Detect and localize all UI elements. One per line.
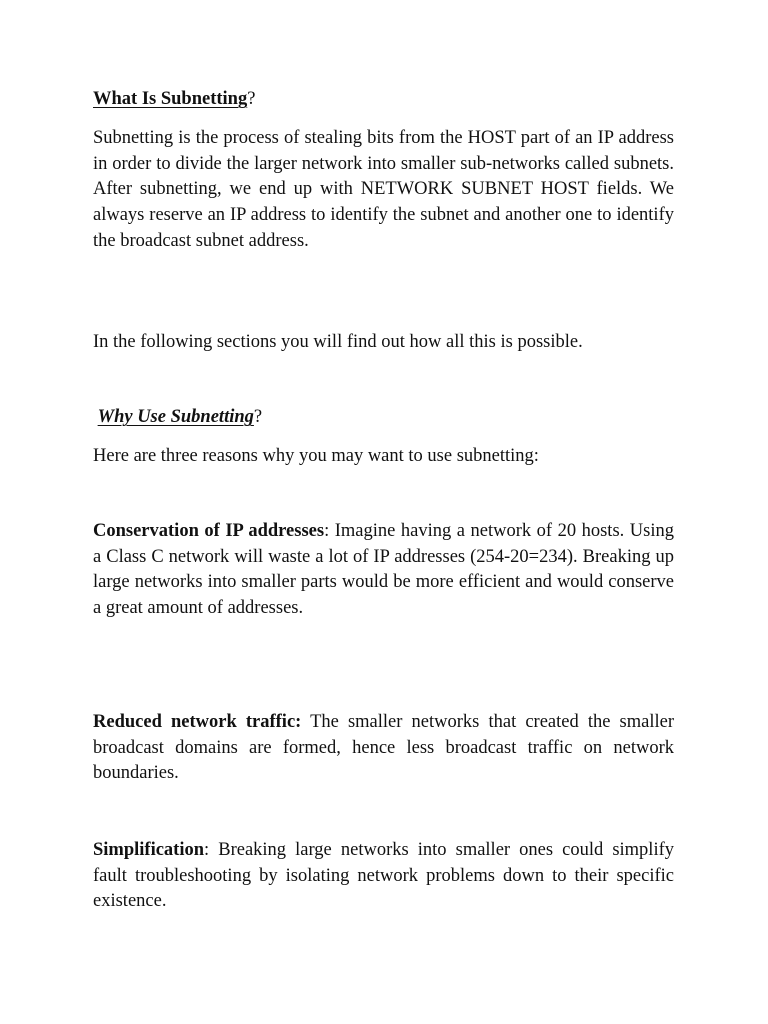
heading-what-is-subnetting-text: What Is Subnetting [93, 89, 248, 109]
paragraph-three-reasons-intro: Here are three reasons why you may want to use subnetting: [93, 446, 539, 466]
heading-why-use-subnetting-suffix: ? [253, 407, 263, 427]
paragraph-reason-traffic [93, 710, 674, 787]
paragraph-reason-simplification [93, 838, 674, 915]
reason-simplification-text: Breaking large networks into smaller ones could simplify fault troubleshooting by isolating network problems down to their specific existence. [93, 840, 674, 912]
reason-conservation-text: Imagine having a network of 20 hosts. Using a Class C network will waste a lot of IP addresses (254-20=234). Breaking up large networks into smaller parts would be more efficient and would conserve a great amount of addresses. [93, 521, 674, 619]
reason-conservation-term: Conservation of IP addresses [93, 521, 325, 541]
heading-why-use-subnetting-text: Why Use Subnetting [97, 407, 254, 427]
reason-traffic-text: The smaller networks that created the smaller broadcast domains are formed, hence less broadcast traffic on network boundaries. [93, 712, 674, 784]
reason-simplification-separator: : [204, 840, 210, 860]
reason-conservation-separator: : [324, 521, 330, 541]
heading-why-use-subnetting [93, 405, 674, 431]
reason-traffic-term: Reduced network traffic: [93, 712, 302, 732]
heading-what-is-subnetting-suffix: ? [247, 89, 256, 109]
paragraph-following-sections: In the following sections you will find out how all this is possible. [93, 332, 583, 352]
paragraph-reason-conservation [93, 519, 674, 622]
heading-what-is-subnetting [93, 87, 674, 113]
paragraph-subnetting-definition: Subnetting is the process of stealing bits from the HOST part of an IP address in order to divide the larger network into smaller sub-networks called subnets. After subnetting, we end up with NETWORK SUBNET HOST fields. We always reserve an IP address to identify the subnet and another one to identify the broadcast subnet address. [93, 128, 674, 251]
reason-simplification-term: Simplification [93, 840, 205, 860]
